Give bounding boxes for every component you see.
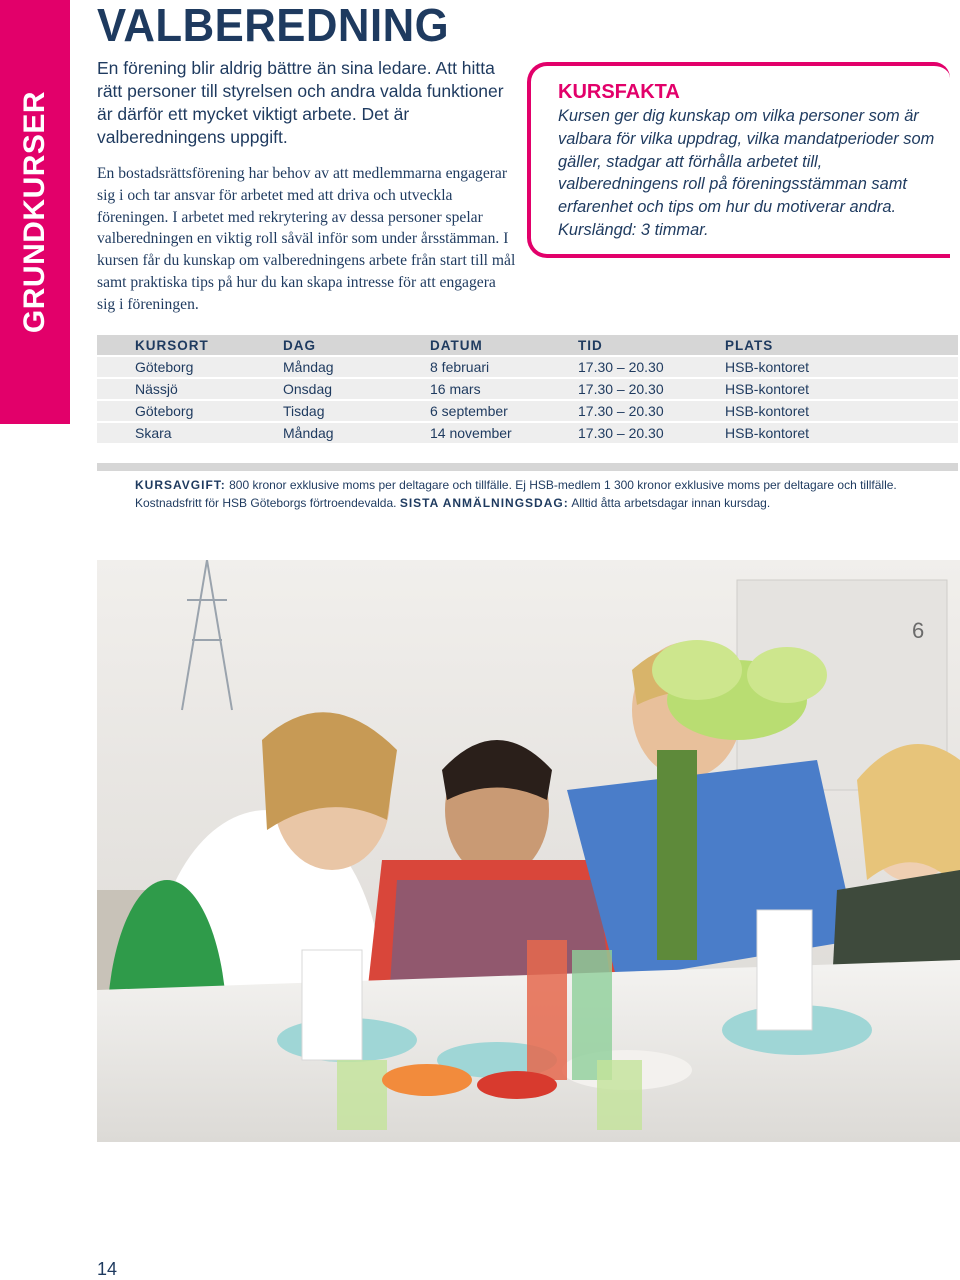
column-header-datum: DATUM xyxy=(430,335,578,357)
cell-datum: 6 september xyxy=(430,401,578,423)
cell-plats: HSB-kontoret xyxy=(725,379,958,401)
table-header-row xyxy=(97,335,958,357)
page-title: VALBEREDNING xyxy=(97,0,450,51)
column-header-plats: PLATS xyxy=(725,335,958,357)
deadline-label: SISTA ANMÄLNINGSDAG: xyxy=(399,496,569,510)
cell-plats: HSB-kontoret xyxy=(725,357,958,379)
deadline-text: Alltid åtta arbetsdagar innan kursdag. xyxy=(568,496,771,510)
cell-kursort: Nässjö xyxy=(97,379,283,401)
cell-datum: 16 mars xyxy=(430,379,578,401)
cell-datum: 14 november xyxy=(430,423,578,445)
kursfakta-text: Kursen ger dig kunskap om vilka personer som är valbara för vilka uppdrag, vilka mandatperioder som gäller, stadgar att förhålla arbetet till, valberedningens roll på föreningsstämman samt erfarenhet och tips om hur du motiverar andra. Kurslängd: 3 timmar. xyxy=(558,107,935,239)
column-header-kursort: KURSORT xyxy=(97,335,283,357)
cell-dag: Tisdag xyxy=(283,401,430,423)
kursfakta-heading: KURSFAKTA xyxy=(558,81,680,103)
fee-divider xyxy=(97,463,958,471)
table-row xyxy=(97,401,958,423)
table-row xyxy=(97,423,958,445)
group-photo xyxy=(97,560,960,1142)
kursfakta-box xyxy=(527,62,950,258)
cell-tid: 17.30 – 20.30 xyxy=(578,423,725,445)
cell-dag: Onsdag xyxy=(283,379,430,401)
cell-plats: HSB-kontoret xyxy=(725,423,958,445)
kursavgift-label: KURSAVGIFT: xyxy=(135,478,226,492)
cell-dag: Måndag xyxy=(283,423,430,445)
body-paragraph: En bostadsrättsförening har behov av att medlemmarna engagerar sig i och tar ansvar för arbetet med att driva och utveckla föreningen. I arbetet med rekrytering av dessa personer spelar valberedningen en viktig roll såväl inför som under årsstämman. I kursen får du kunskap om valberedningens arbete från start till mål samt praktiska tips på hur du kan skapa intresse för att engagera sig i föreningen. xyxy=(97,165,516,313)
cell-tid: 17.30 – 20.30 xyxy=(578,379,725,401)
fee-info xyxy=(135,476,925,512)
cell-dag: Måndag xyxy=(283,357,430,379)
cell-kursort: Göteborg xyxy=(97,357,283,379)
column-header-tid: TID xyxy=(578,335,725,357)
table-row xyxy=(97,357,958,379)
page-number: 14 xyxy=(97,1259,118,1279)
section-tab-label: GRUNDKURSER xyxy=(18,90,51,334)
group-at-dinner-table-photo-icon xyxy=(97,560,960,1142)
section-tab xyxy=(0,0,70,424)
svg-text:6: 6 xyxy=(912,618,925,643)
lead-paragraph: En förening blir aldrig bättre än sina ledare. Att hitta rätt personer till styrelsen och andra valda funktioner är därför ett mycket viktigt arbete. Det är valberedningens uppgift. xyxy=(97,58,504,147)
cell-datum: 8 februari xyxy=(430,357,578,379)
kursavgift-text: 800 kronor exklusive moms per deltagare och tillfälle. Ej HSB-medlem 1 300 kronor exklusive moms per deltagare och tillfälle. Kostnadsfritt för HSB Göteborgs förtroendevalda. xyxy=(135,478,897,510)
cell-tid: 17.30 – 20.30 xyxy=(578,401,725,423)
cell-kursort: Skara xyxy=(97,423,283,445)
course-schedule-table xyxy=(97,335,958,445)
table-row xyxy=(97,379,958,401)
cell-kursort: Göteborg xyxy=(97,401,283,423)
cell-tid: 17.30 – 20.30 xyxy=(578,357,725,379)
cell-plats: HSB-kontoret xyxy=(725,401,958,423)
column-header-dag: DAG xyxy=(283,335,430,357)
